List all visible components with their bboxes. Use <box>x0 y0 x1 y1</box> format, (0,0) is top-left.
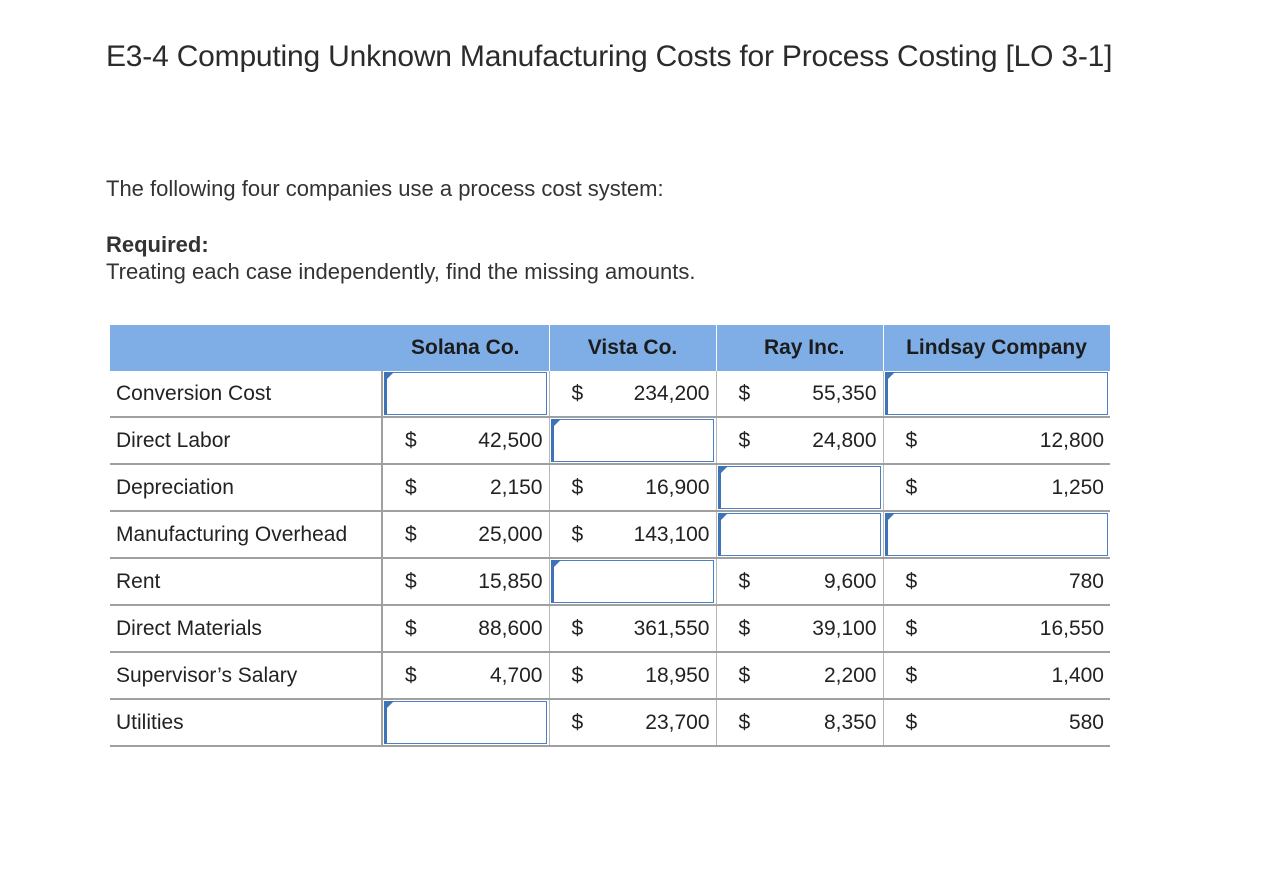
header-corner <box>110 325 382 371</box>
amount-value <box>550 512 716 557</box>
amount: 4,700 <box>489 663 543 687</box>
column-header-solana: Solana Co. <box>382 325 549 371</box>
amount-value <box>884 465 1111 510</box>
cell-lindsay <box>883 652 1110 699</box>
cell-vista <box>549 464 716 511</box>
amount-value <box>383 653 549 698</box>
amount-value <box>550 700 716 745</box>
amount-value <box>884 559 1111 604</box>
currency-symbol: $ <box>905 428 918 452</box>
amount-value <box>717 700 883 745</box>
input-marker-icon <box>385 701 394 710</box>
cell-solana <box>382 605 549 652</box>
currency-symbol: $ <box>738 569 751 593</box>
amount: 15,850 <box>478 569 543 593</box>
column-header-lindsay: Lindsay Company <box>883 325 1110 371</box>
table-row <box>110 605 1110 652</box>
amount-value <box>550 371 716 416</box>
currency-symbol: $ <box>905 710 918 734</box>
amount: 143,100 <box>633 522 710 546</box>
amount: 16,900 <box>645 475 710 499</box>
amount: 55,350 <box>812 381 877 405</box>
cell-lindsay <box>883 605 1110 652</box>
cell-vista <box>549 699 716 746</box>
answer-input-vista[interactable] <box>551 560 714 603</box>
cell-solana <box>382 371 549 417</box>
answer-input-ray[interactable] <box>718 513 881 556</box>
cell-lindsay <box>883 464 1110 511</box>
answer-input-lindsay[interactable] <box>885 372 1109 415</box>
row-label: Direct Labor <box>110 417 382 464</box>
cell-vista <box>549 558 716 605</box>
amount: 580 <box>1068 710 1104 734</box>
currency-symbol: $ <box>905 475 918 499</box>
amount-value <box>550 606 716 651</box>
table-row <box>110 464 1110 511</box>
currency-symbol: $ <box>571 381 584 405</box>
table-row <box>110 371 1110 417</box>
cell-ray <box>716 558 883 605</box>
cell-ray <box>716 652 883 699</box>
amount-value <box>884 418 1111 463</box>
answer-input-ray[interactable] <box>718 466 881 509</box>
amount-value <box>383 559 549 604</box>
cell-solana <box>382 699 549 746</box>
amount-value <box>884 606 1111 651</box>
amount: 780 <box>1068 569 1104 593</box>
cell-lindsay <box>883 558 1110 605</box>
currency-symbol: $ <box>738 710 751 734</box>
amount: 39,100 <box>812 616 877 640</box>
currency-symbol: $ <box>405 475 417 499</box>
amount-value <box>383 418 549 463</box>
currency-symbol: $ <box>571 663 584 687</box>
amount: 88,600 <box>478 616 543 640</box>
currency-symbol: $ <box>405 616 417 640</box>
cell-ray <box>716 511 883 558</box>
row-label: Rent <box>110 558 382 605</box>
input-marker-icon <box>552 419 561 428</box>
cell-vista <box>549 371 716 417</box>
cell-lindsay <box>883 511 1110 558</box>
cell-solana <box>382 417 549 464</box>
cell-ray <box>716 371 883 417</box>
amount: 42,500 <box>478 428 543 452</box>
required-heading: Required: <box>106 232 209 257</box>
page-title: E3-4 Computing Unknown Manufacturing Costs for Process Costing [LO 3-1] <box>106 40 1113 73</box>
amount: 8,350 <box>823 710 877 734</box>
currency-symbol: $ <box>571 475 584 499</box>
input-marker-icon <box>552 560 561 569</box>
input-marker-icon <box>886 372 895 381</box>
currency-symbol: $ <box>905 569 918 593</box>
amount: 234,200 <box>633 381 710 405</box>
amount-value <box>717 418 883 463</box>
table-row <box>110 699 1110 746</box>
cell-lindsay <box>883 699 1110 746</box>
row-label: Direct Materials <box>110 605 382 652</box>
amount: 1,250 <box>1051 475 1104 499</box>
amount-value <box>383 512 549 557</box>
currency-symbol: $ <box>738 381 751 405</box>
currency-symbol: $ <box>905 616 918 640</box>
cell-ray <box>716 464 883 511</box>
row-label: Utilities <box>110 699 382 746</box>
amount-value <box>717 559 883 604</box>
amount: 23,700 <box>645 710 710 734</box>
currency-symbol: $ <box>405 663 417 687</box>
cell-solana <box>382 652 549 699</box>
currency-symbol: $ <box>571 710 584 734</box>
amount: 12,800 <box>1039 428 1104 452</box>
amount-value <box>884 700 1111 745</box>
amount-value <box>550 653 716 698</box>
input-marker-icon <box>385 372 394 381</box>
intro-text: The following four companies use a process cost system: <box>106 176 664 201</box>
amount-value <box>383 465 549 510</box>
table-body <box>110 371 1110 746</box>
amount: 2,200 <box>823 663 877 687</box>
table-row <box>110 558 1110 605</box>
currency-symbol: $ <box>905 663 918 687</box>
input-marker-icon <box>886 513 895 522</box>
cost-table <box>110 325 1111 747</box>
answer-input-solana[interactable] <box>384 701 547 744</box>
row-label: Conversion Cost <box>110 371 382 417</box>
cell-ray <box>716 605 883 652</box>
cell-solana <box>382 511 549 558</box>
currency-symbol: $ <box>571 616 584 640</box>
cell-ray <box>716 699 883 746</box>
column-header-vista: Vista Co. <box>549 325 716 371</box>
amount-value <box>550 465 716 510</box>
currency-symbol: $ <box>738 616 751 640</box>
amount: 18,950 <box>645 663 710 687</box>
table-row <box>110 417 1110 464</box>
table-row <box>110 652 1110 699</box>
table-header-row <box>110 325 1110 371</box>
cell-vista <box>549 652 716 699</box>
amount-value <box>717 606 883 651</box>
amount-value <box>383 606 549 651</box>
cell-lindsay <box>883 417 1110 464</box>
required-text: Treating each case independently, find the missing amounts. <box>106 259 696 284</box>
amount: 16,550 <box>1039 616 1104 640</box>
cell-vista <box>549 417 716 464</box>
row-label: Manufacturing Overhead <box>110 511 382 558</box>
row-label: Supervisor’s Salary <box>110 652 382 699</box>
amount-value <box>717 371 883 416</box>
answer-input-vista[interactable] <box>551 419 714 462</box>
currency-symbol: $ <box>571 522 584 546</box>
cell-lindsay <box>883 371 1110 417</box>
answer-input-solana[interactable] <box>384 372 547 415</box>
amount: 25,000 <box>478 522 543 546</box>
cell-vista <box>549 511 716 558</box>
currency-symbol: $ <box>738 663 751 687</box>
amount: 9,600 <box>823 569 877 593</box>
cell-ray <box>716 417 883 464</box>
currency-symbol: $ <box>405 569 417 593</box>
currency-symbol: $ <box>405 428 417 452</box>
amount-value <box>717 653 883 698</box>
currency-symbol: $ <box>405 522 417 546</box>
amount: 1,400 <box>1051 663 1104 687</box>
input-marker-icon <box>719 513 728 522</box>
cell-vista <box>549 605 716 652</box>
input-marker-icon <box>719 466 728 475</box>
cell-solana <box>382 558 549 605</box>
column-header-ray: Ray Inc. <box>716 325 883 371</box>
row-label: Depreciation <box>110 464 382 511</box>
cell-solana <box>382 464 549 511</box>
amount: 2,150 <box>489 475 543 499</box>
answer-input-lindsay[interactable] <box>885 513 1109 556</box>
amount: 361,550 <box>633 616 710 640</box>
table-row <box>110 511 1110 558</box>
currency-symbol: $ <box>738 428 751 452</box>
amount: 24,800 <box>812 428 877 452</box>
amount-value <box>884 653 1111 698</box>
